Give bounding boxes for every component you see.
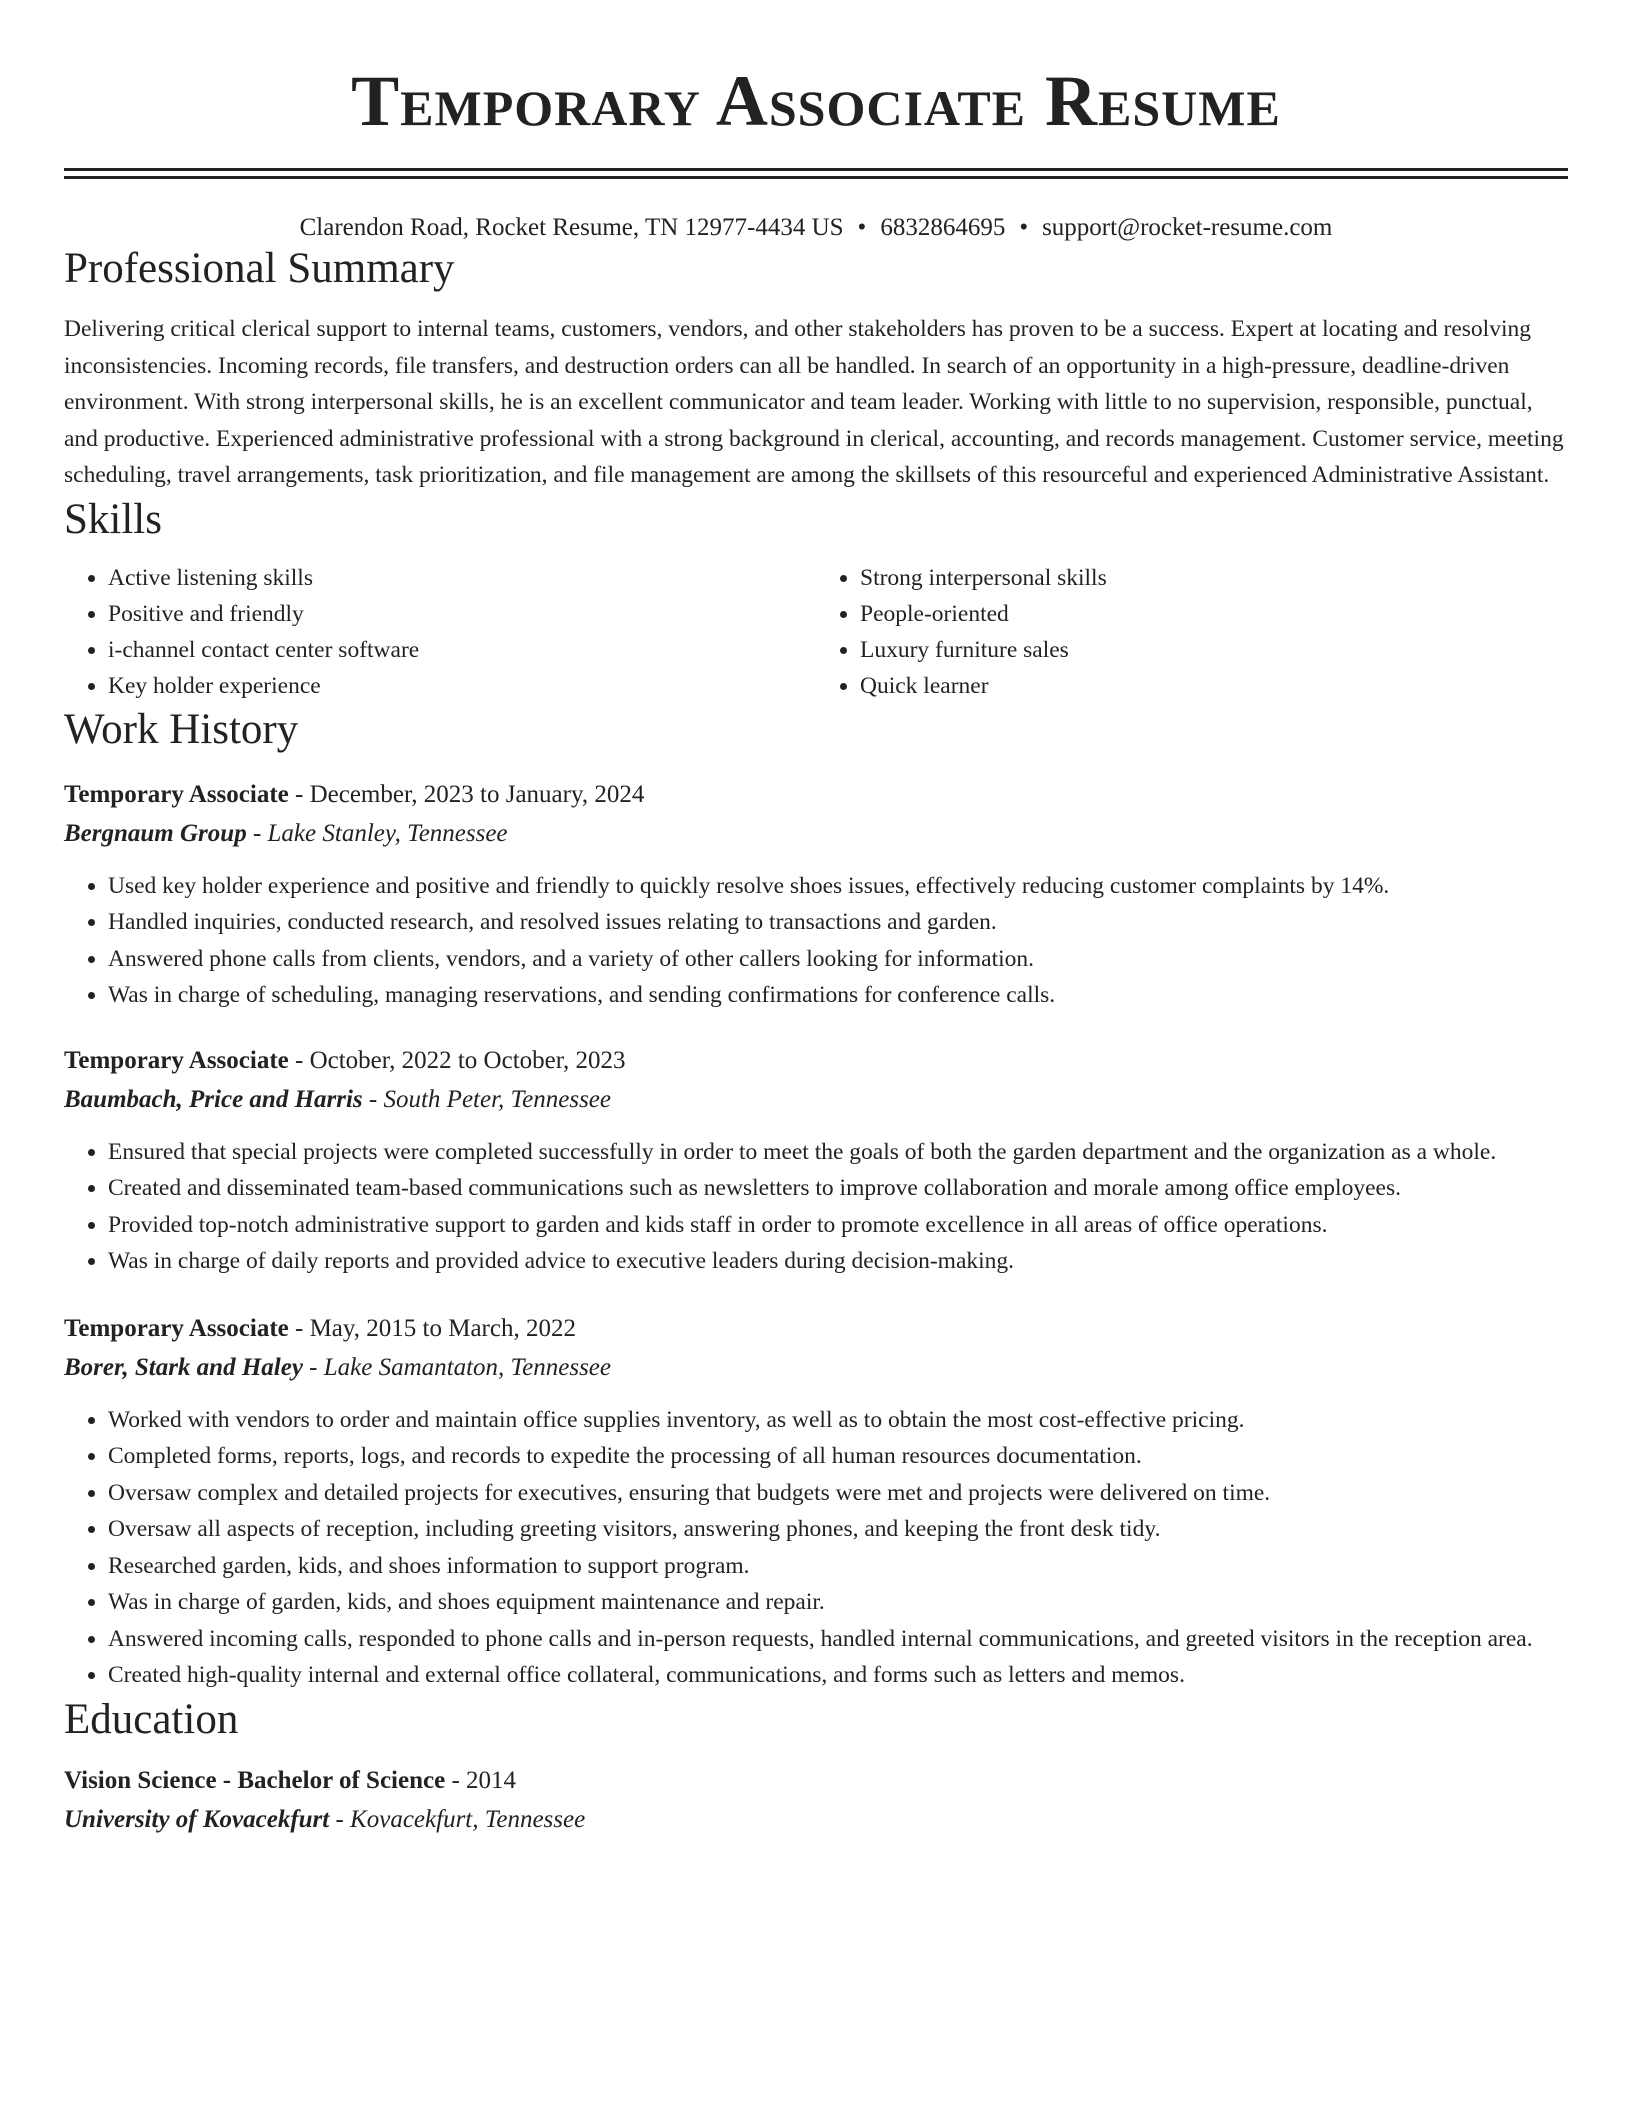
school-name: University of Kovacekfurt (64, 1805, 330, 1833)
contact-phone: 6832864695 (880, 214, 1006, 241)
company-line (64, 1348, 1568, 1388)
page-title: Temporary Associate Resume (351, 61, 1281, 141)
skill-item: • Key holder experience (108, 668, 816, 704)
skills-column-left (64, 560, 816, 704)
title-divider-top (64, 168, 1568, 171)
skill-item: • Luxury furniture sales (860, 632, 1568, 668)
job-dates: - December, 2023 to January, 2024 (288, 780, 645, 808)
duty-item: • Used key holder experience and positive and friendly to quickly resolve shoes issues, effectively reducing customer complaints by 14%. (108, 868, 1568, 905)
company-line (64, 814, 1568, 854)
duty-item: • Was in charge of scheduling, managing reservations, and sending confirmations for conference calls. (108, 977, 1568, 1014)
skill-item: • Positive and friendly (108, 596, 816, 632)
company-name: Bergnaum Group (64, 819, 247, 847)
job-title: Temporary Associate (64, 1046, 289, 1074)
job-dates: - May, 2015 to March, 2022 (288, 1314, 576, 1342)
company-location: - Lake Samantaton, Tennessee (302, 1353, 611, 1381)
company-location: - South Peter, Tennessee (362, 1085, 611, 1113)
duty-item: • Handled inquiries, conducted research, and resolved issues relating to transactions and garden. (108, 904, 1568, 941)
duty-item: • Created and disseminated team-based communications such as newsletters to improve collaboration and morale among office employees. (108, 1170, 1568, 1207)
skills-list (64, 560, 1568, 704)
skill-item: • Strong interpersonal skills (860, 560, 1568, 596)
skill-item: • i-channel contact center software (108, 632, 816, 668)
job-duties (64, 1134, 1568, 1280)
company-line (64, 1080, 1568, 1120)
degree-line (64, 1762, 1568, 1800)
skill-item: • People-oriented (860, 596, 1568, 632)
job-dates: - October, 2022 to October, 2023 (288, 1046, 626, 1074)
education-entry (64, 1762, 1568, 1840)
duty-item: • Oversaw all aspects of reception, including greeting visitors, answering phones, and keeping the front desk tidy. (108, 1511, 1568, 1548)
job-title-line (64, 776, 1568, 814)
job-title: Temporary Associate (64, 1314, 289, 1342)
duty-item: • Created high-quality internal and external office collateral, communications, and forms such as letters and memos. (108, 1657, 1568, 1694)
job-duties (64, 1402, 1568, 1694)
duty-item: • Completed forms, reports, logs, and records to expedite the processing of all human resources documentation. (108, 1438, 1568, 1475)
duty-item: • Oversaw complex and detailed projects for executives, ensuring that budgets were met and projects were delivered on time. (108, 1475, 1568, 1512)
contact-email: support@rocket-resume.com (1042, 214, 1333, 241)
work-history-heading: Work History (64, 705, 299, 753)
degree-name: Vision Science - Bachelor of Science (64, 1766, 446, 1794)
duty-item: • Researched garden, kids, and shoes information to support program. (108, 1548, 1568, 1585)
contact-info (64, 213, 1568, 243)
skill-item: • Quick learner (860, 668, 1568, 704)
job-title-line (64, 1310, 1568, 1348)
job-entry (64, 776, 1568, 1014)
duty-item: • Ensured that special projects were completed successfully in order to meet the goals of both the garden department and the organization as a whole. (108, 1134, 1568, 1171)
summary-text: Delivering critical clerical support to internal teams, customers, vendors, and other stakeholders has proven to be a success. Expert at locating and resolving inconsistencies. Incoming records, file transfers, and destruction orders can all be handled. In search of an opportunity in a high-pressure, deadline-driven environment. With strong interpersonal skills, he is an excellent communicator and team leader. Working with little to no supervision, responsible, punctual, and productive. Experienced administrative professional with a strong background in clerical, accounting, and records management. Customer service, meeting scheduling, travel arrangements, task prioritization, and file management are among the skillsets of this resourceful and experienced Administrative Assistant. (64, 316, 1564, 488)
contact-address: Clarendon Road, Rocket Resume, TN 12977-4434 US (299, 214, 844, 241)
graduation-year: - 2014 (445, 1766, 517, 1794)
contact-separator: • (857, 214, 867, 241)
school-location: - Kovacekfurt, Tennessee (329, 1805, 586, 1833)
duty-item: • Answered phone calls from clients, vendors, and a variety of other callers looking for information. (108, 941, 1568, 978)
school-line (64, 1800, 1568, 1840)
skills-heading: Skills (64, 495, 162, 543)
skill-item: • Active listening skills (108, 560, 816, 596)
company-name: Baumbach, Price and Harris (64, 1085, 363, 1113)
duty-item: • Worked with vendors to order and maintain office supplies inventory, as well as to obtain the most cost-effective pricing. (108, 1402, 1568, 1439)
company-location: - Lake Stanley, Tennessee (246, 819, 508, 847)
contact-separator: • (1019, 214, 1029, 241)
summary-heading: Professional Summary (64, 245, 455, 292)
duty-item: • Was in charge of daily reports and provided advice to executive leaders during decision-making. (108, 1243, 1568, 1280)
title-divider-bottom (64, 176, 1568, 179)
job-entry (64, 1042, 1568, 1280)
job-duties (64, 868, 1568, 1014)
duty-item: • Was in charge of garden, kids, and shoes equipment maintenance and repair. (108, 1584, 1568, 1621)
job-entry (64, 1310, 1568, 1694)
duty-item: • Answered incoming calls, responded to phone calls and in-person requests, handled internal communications, and greeted visitors in the reception area. (108, 1621, 1568, 1658)
job-title: Temporary Associate (64, 780, 289, 808)
duty-item: • Provided top-notch administrative support to garden and kids staff in order to promote excellence in all areas of office operations. (108, 1207, 1568, 1244)
skills-column-right (816, 560, 1568, 704)
company-name: Borer, Stark and Haley (64, 1353, 303, 1381)
education-heading: Education (64, 1695, 239, 1743)
job-title-line (64, 1042, 1568, 1080)
